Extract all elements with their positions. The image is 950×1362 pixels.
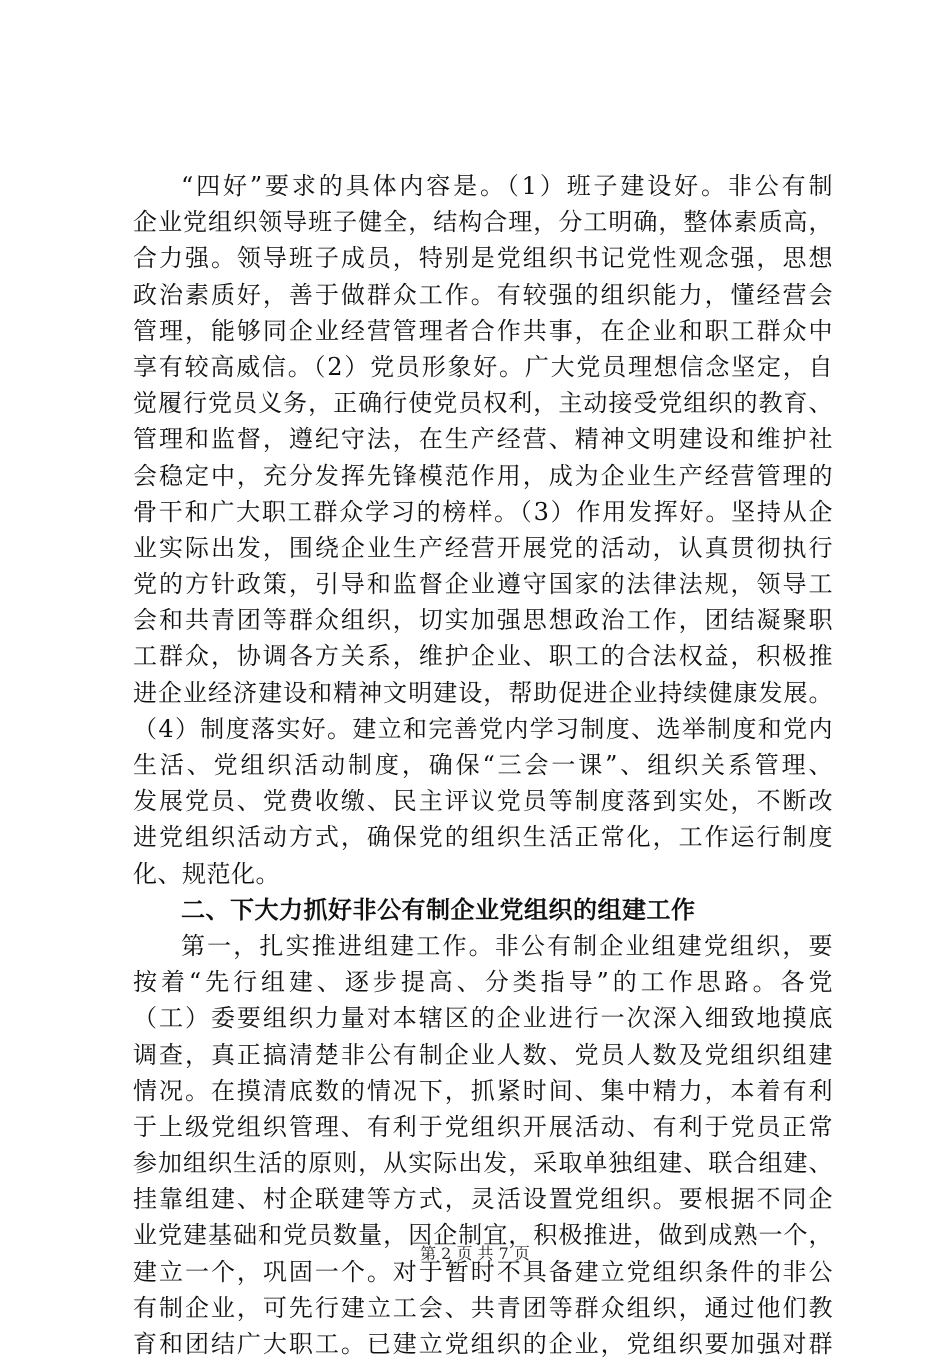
text-line: 发展党员、党费收缴、民主评议党员等制度落到实处，不断改 (133, 787, 833, 816)
text-line: 进企业经济建设和精神文明建设，帮助促进企业持续健康发展。 (133, 678, 833, 707)
text-line: 会稳定中，充分发挥先锋模范作用，成为企业生产经营管理的 (133, 461, 833, 490)
text-line: 管理和监督，遵纪守法，在生产经营、精神文明建设和维护社 (133, 425, 833, 454)
text-line: 挂靠组建、村企联建等方式，灵活设置党组织。要根据不同企 (133, 1185, 833, 1214)
page-number-footer: 第 2 页 共 7 页 (420, 1244, 530, 1263)
section-heading: 二、下大力抓好非公有制企业党组织的组建工作 (181, 895, 696, 924)
text-line: 享有较高威信。（2）党员形象好。广大党员理想信念坚定，自 (133, 352, 833, 381)
text-line: 进党组织活动方式，确保党的组织生活正常化，工作运行制度 (133, 823, 833, 852)
text-line: 工群众，协调各方关系，维护企业、职工的合法权益，积极推 (133, 642, 833, 671)
text-line: 化、规范化。 (133, 859, 280, 888)
text-line: 党的方针政策，引导和监督企业遵守国家的法律法规，领导工 (133, 570, 833, 599)
text-line: 调查，真正搞清楚非公有制企业人数、党员人数及党组织组建 (133, 1040, 833, 1069)
text-line: 觉履行党员义务，正确行使党员权利，主动接受党组织的教育、 (133, 389, 833, 418)
text-line: 育和团结广大职工。已建立党组织的企业，党组织要加强对群 (133, 1330, 833, 1358)
text-line: 业党建基础和党员数量，因企制宜，积极推进，做到成熟一个， (133, 1221, 833, 1250)
text-line: 第一，扎实推进组建工作。非公有制企业组建党组织，要 (181, 931, 833, 960)
text-line: 骨干和广大职工群众学习的榜样。（3）作用发挥好。坚持从企 (133, 497, 833, 526)
paragraph-1 (133, 168, 833, 892)
text-line: 有制企业，可先行建立工会、共青团等群众组织，通过他们教 (133, 1293, 833, 1322)
paragraph-2 (133, 928, 833, 1362)
text-line: 于上级党组织管理、有利于党组织开展活动、有利于党员正常 (133, 1112, 833, 1141)
text-line: 情况。在摸清底数的情况下，抓紧时间、集中精力，本着有利 (133, 1076, 833, 1105)
text-line: 生活、党组织活动制度，确保“三会一课”、组织关系管理、 (133, 751, 833, 779)
text-line: 政治素质好，善于做群众工作。有较强的组织能力，懂经营会 (133, 280, 833, 309)
text-line: 参加组织生活的原则，从实际出发，采取单独组建、联合组建、 (133, 1149, 833, 1178)
text-line: 企业党组织领导班子健全，结构合理，分工明确，整体素质高， (133, 208, 833, 237)
text-line: （工）委要组织力量对本辖区的企业进行一次深入细致地摸底 (133, 1004, 833, 1033)
text-line: 合力强。领导班子成员，特别是党组织书记党性观念强，思想 (133, 244, 833, 273)
text-line: 管理，能够同企业经营管理者合作共事，在企业和职工群众中 (133, 316, 833, 345)
text-line: 业实际出发，围绕企业生产经营开展党的活动，认真贯彻执行 (133, 533, 833, 562)
text-line: （4）制度落实好。建立和完善党内学习制度、选举制度和党内 (133, 714, 833, 743)
text-line: 按着“先行组建、逐步提高、分类指导”的工作思路。各党 (133, 968, 833, 997)
text-line: 会和共青团等群众组织，切实加强思想政治工作，团结凝聚职 (133, 606, 833, 635)
text-line: 建立一个，巩固一个。对于暂时不具备建立党组织条件的非公 (133, 1257, 833, 1286)
document-body (133, 168, 833, 1362)
text-line: “四好”要求的具体内容是。（1）班子建设好。非公有制 (181, 172, 833, 200)
